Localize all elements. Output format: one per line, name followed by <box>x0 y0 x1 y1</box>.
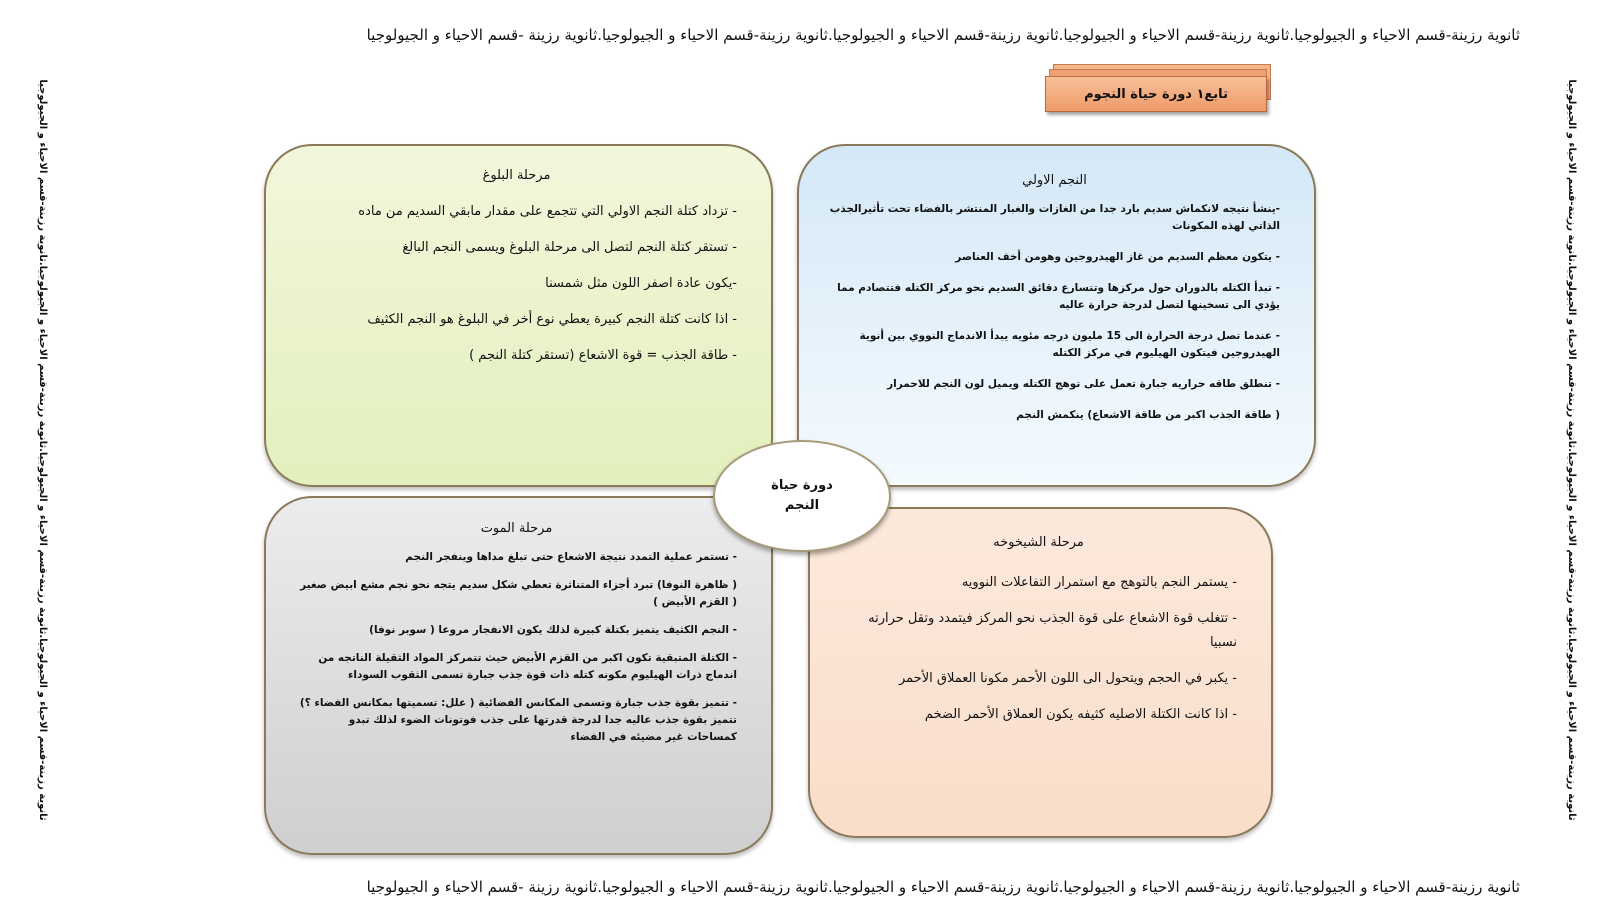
maturity-item: - تزداد كتلة النجم الاولي التي تتجمع على مقدار مابقي السديم من ماده <box>358 204 737 219</box>
old-age-title: مرحلة الشيخوخه <box>993 535 1084 550</box>
death-item: - النجم الكثيف يتميز بكتلة كبيرة لذلك يكون الانفجار مروعا ( سوبر نوفا) <box>369 624 737 636</box>
death-card <box>264 496 773 855</box>
first-star-item: - تبدأ الكتله بالدوران حول مركزها وتتسارع دقائق السديم نحو مركز الكتله فتتصادم مما يؤدي الى تسخينها لتصل لدرجة حرارة عاليه <box>837 282 1280 311</box>
first-star-item: ( طاقة الجذب اكبر من طاقة الاشعاع) ينكمش النجم <box>1016 409 1280 421</box>
death-title: مرحلة الموت <box>480 521 553 536</box>
maturity-title: مرحلة البلوغ <box>482 168 551 183</box>
side-text-right: ثانوية رزينة-قسم الاحياء و الجيولوجيا.ثانوية رزينة-قسم الاحياء و الجيولوجيا.ثانوية رزينة-قسم الاحياء و الجيولوجيا.ثانوية رزينة-قسم الاحياء و الجيولوجيا <box>1566 79 1577 821</box>
header-text: ثانوية رزينة-قسم الاحياء و الجيولوجيا.ثانوية رزينة-قسم الاحياء و الجيولوجيا.ثانوية رزينة-قسم الاحياء و الجيولوجيا.ثانوية رزينة-قسم الاحياء و الجيولوجيا.ثانوية رزينة -قسم الاحياء و الجيولوجيا <box>366 26 1520 44</box>
old-age-item: - اذا كانت الكتلة الاصليه كثيفه يكون العملاق الأحمر الضخم <box>924 707 1237 722</box>
first-star-title: النجم الاولي <box>1022 173 1087 188</box>
first-star-item: - يتكون معظم السديم من غاز الهيدروجين وهومن أخف العناصر <box>955 251 1280 263</box>
maturity-item: - تستقر كتلة النجم لتصل الى مرحلة البلوغ ويسمى النجم البالغ <box>402 240 737 255</box>
old-age-item: - تتغلب قوة الاشعاع على قوة الجذب نحو المركز فيتمدد وتقل حرارته نسبيا <box>868 611 1237 650</box>
first-star-card <box>797 144 1316 487</box>
maturity-card <box>264 144 773 487</box>
maturity-item: - اذا كانت كتلة النجم كبيرة يعطي نوع أخر في البلوغ هو النجم الكثيف <box>367 312 737 327</box>
first-star-item: - تنطلق طاقه حراريه جبارة تعمل على توهج الكتله ويميل لون النجم للاحمرار <box>887 378 1280 390</box>
title-label <box>1045 64 1277 114</box>
title-label-text: تابع١ دورة حياة النجوم <box>1045 76 1267 112</box>
first-star-item: - عندما تصل درجة الحرارة الى 15 مليون درجه مئويه يبدأ الاندماج النووي بين أنوية الهيدروجين فيتكون الهيليوم في مركز الكتله <box>859 330 1280 359</box>
old-age-item: - يكبر في الحجم ويتحول الى اللون الأحمر مكونا العملاق الأحمر <box>898 671 1237 686</box>
death-item: - تتميز بقوة جذب جبارة وتسمى المكانس الفضائية ( علل: تسميتها بمكانس الفضاء ؟) تتميز بقوة جذب عاليه جدا لدرجة قدرتها على جذب فوتونات الضوء لذلك تبدو كمساحات غير مضيئه في الفضاء <box>299 697 737 743</box>
death-item: ( ظاهرة النوفا) تبرد أجزاء المتناثرة تعطي شكل سديم يتجه نحو نجم مشع ابيض صغير ( القزم الأبيض ) <box>300 579 737 608</box>
maturity-item: -يكون عادة اصفر اللون مثل شمسنا <box>545 276 737 291</box>
death-item: - الكتلة المتبقية تكون اكبر من القزم الأبيض حيث تتمركز المواد الثقيلة الناتجه من اندماج ذرات الهيليوم مكونه كتله ذات قوة جذب جبارة تسمى الثقوب السوداء <box>318 652 737 681</box>
old-age-card <box>808 507 1273 838</box>
side-text-left: ثانوية رزينة-قسم الاحياء و الجيولوجيا.ثانوية رزينة-قسم الاحياء و الجيولوجيا.ثانوية رزينة-قسم الاحياء و الجيولوجيا.ثانوية رزينة-قسم الاحياء و الجيولوجيا <box>37 79 48 821</box>
death-item: - تستمر عملية التمدد نتيجة الاشعاع حتى تبلغ مداها وينفجر النجم <box>405 551 737 563</box>
center-circle <box>713 440 891 552</box>
footer-text: ثانوية رزينة-قسم الاحياء و الجيولوجيا.ثانوية رزينة-قسم الاحياء و الجيولوجيا.ثانوية رزينة-قسم الاحياء و الجيولوجيا.ثانوية رزينة-قسم الاحياء و الجيولوجيا.ثانوية رزينة -قسم الاحياء و الجيولوجيا <box>366 878 1520 896</box>
first-star-item: -ينشأ نتيجه لانكماش سديم بارد جدا من الغازات والغبار المنتشر بالفضاء تحت تأثيرالجذب الذاتي لهذه المكونات <box>829 203 1280 232</box>
maturity-item: - طاقة الجذب = قوة الاشعاع (تستقر كتلة النجم ) <box>469 348 737 363</box>
center-circle-text: دورة حياة النجم <box>771 478 833 513</box>
old-age-item: - يستمر النجم بالتوهج مع استمرار التفاعلات النوويه <box>961 575 1237 590</box>
